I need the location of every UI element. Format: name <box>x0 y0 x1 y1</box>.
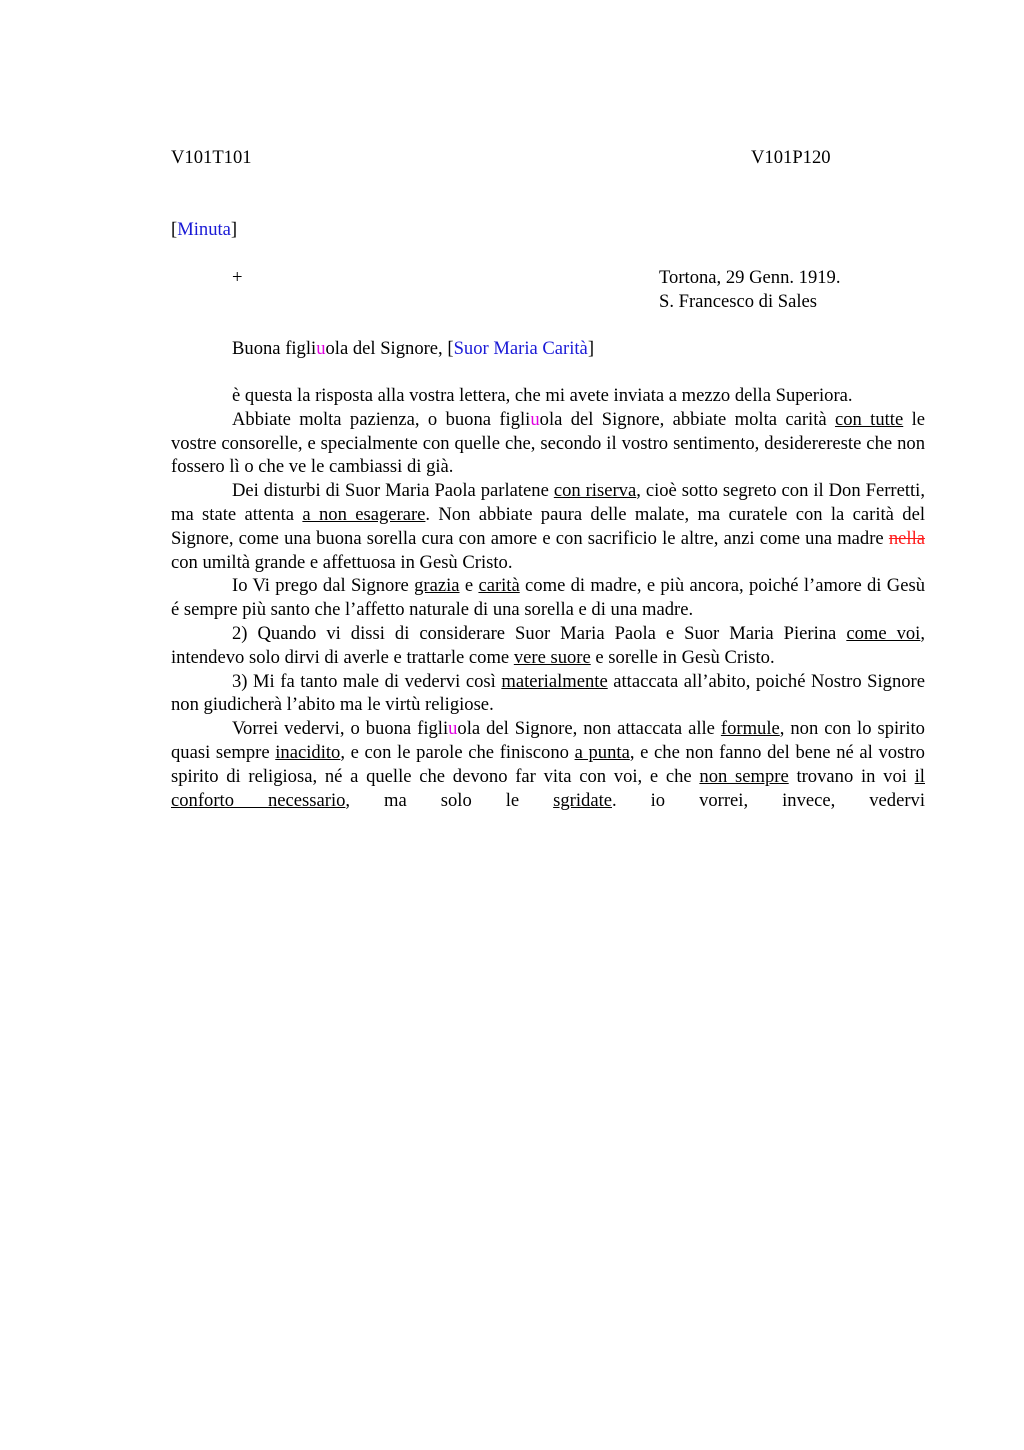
struck-out-text: nella <box>888 527 925 549</box>
underlined-text: non sempre <box>699 765 789 787</box>
text: ola del Signore, non attaccata alle <box>457 718 721 740</box>
text: , e con le parole che finiscono <box>340 741 575 763</box>
document-type-label <box>171 218 237 242</box>
paragraph-5 <box>171 670 925 718</box>
underlined-text: a non esagerare <box>302 503 426 525</box>
inserted-letter: u <box>316 338 326 359</box>
cross-symbol: + <box>232 267 243 288</box>
letter-body <box>171 384 925 812</box>
text: , ma solo le <box>345 789 554 811</box>
text: , e che non fanno del bene né al vostro spirito di religiosa, né a quelle che devono far vita con voi, e che <box>171 741 925 787</box>
salutation-text-1: Buona figli <box>232 338 317 359</box>
paragraph-6 <box>171 717 925 812</box>
paragraph-0: è questa la risposta alla vostra lettera, che mi avete inviata a mezzo della Superiora. <box>232 385 853 406</box>
underlined-text: con riserva <box>553 480 637 502</box>
underlined-text: il conforto necessario <box>171 765 925 811</box>
text: e sorelle in Gesù Cristo. <box>590 646 775 668</box>
header-right-code: V101P120 <box>751 147 831 168</box>
bracket-open: [ <box>171 219 178 240</box>
underlined-text: carità <box>478 575 520 597</box>
text: , non con lo spirito quasi sempre <box>171 718 925 763</box>
paragraph-4 <box>171 622 925 670</box>
underlined-text: formule <box>720 718 780 740</box>
text: e <box>459 575 479 597</box>
paragraph-2 <box>171 479 925 574</box>
header-left-code: V101T101 <box>171 147 252 168</box>
salutation <box>232 337 594 361</box>
text: le vostre consorelle, e specialmente con quelle che, secondo il vostro sentimento, desiderereste che non fossero lì o che ve le cambiassi di già. <box>171 408 926 478</box>
text: . Non abbiate paura delle malate, ma curatele con la carità del Signore, come una buona sorella cura con amore e con sacrificio le altre, anzi come una madre <box>171 503 925 549</box>
salutation-text-2: ola del Signore, <box>325 338 448 359</box>
dateline-place-date: Tortona, 29 Genn. 1919. <box>659 267 841 288</box>
text: Dei disturbi di Suor Maria Paola parlatene <box>232 480 554 502</box>
underlined-text: con tutte <box>834 408 904 430</box>
bracket-close: ] <box>230 219 238 240</box>
text: ola del Signore, abbiate molta carità <box>539 408 835 430</box>
inserted-letter: u <box>448 718 458 740</box>
text: 2) Quando vi dissi di considerare Suor Maria Paola e Suor Maria Pierina <box>232 622 847 644</box>
recipient-name: Suor Maria Carità <box>453 338 588 359</box>
underlined-text: inacidito <box>275 741 341 763</box>
bracket-open: [ <box>447 338 454 359</box>
text: Io Vi prego dal Signore <box>232 575 415 597</box>
text: , intendevo solo dirvi di averle e trattarle come <box>171 622 925 668</box>
text: . io vorrei, invece, vedervi <box>612 789 926 811</box>
text: 3) Mi fa tanto male di vedervi così <box>232 670 502 692</box>
underlined-text: sgridate <box>553 789 612 811</box>
underlined-text: a punta <box>574 741 630 763</box>
text: come di madre, e più ancora, poiché l’amore di Gesù é sempre più santo che l’affetto naturale di una sorella e di una madre. <box>171 575 926 621</box>
underlined-text: vere suore <box>513 646 591 668</box>
paragraph-1 <box>171 408 925 479</box>
text: , cioè sotto segreto con il Don Ferretti, ma state attenta <box>171 480 925 525</box>
paragraph-3 <box>171 574 925 622</box>
text: trovano in voi <box>788 765 915 787</box>
underlined-text: materialmente <box>501 670 608 692</box>
text: Vorrei vedervi, o buona figli <box>232 718 449 740</box>
text: con umiltà grande e affettuosa in Gesù Cristo. <box>171 551 513 573</box>
minuta-label: Minuta <box>177 219 231 240</box>
bracket-close: ] <box>587 338 595 359</box>
text: Abbiate molta pazienza, o buona figli <box>232 408 531 430</box>
underlined-text: grazia <box>414 575 460 597</box>
inserted-letter: u <box>530 408 540 430</box>
dateline-feast: S. Francesco di Sales <box>659 291 818 312</box>
text: attaccata all’abito, poiché Nostro Signore non giudicherà l’abito ma le virtù religiose. <box>171 670 925 716</box>
underlined-text: come voi <box>846 622 921 644</box>
